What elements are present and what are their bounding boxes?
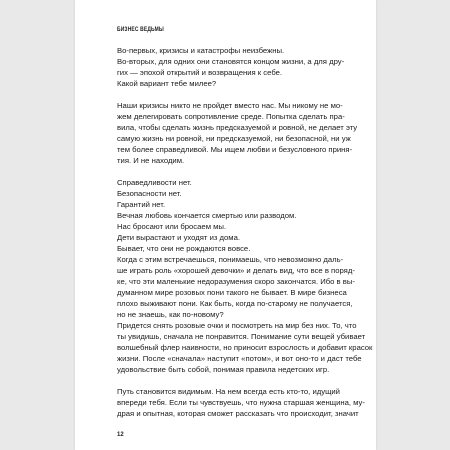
text-line: плохо выживают пони. Как быть, когда по-старому не получается, bbox=[117, 299, 353, 308]
text-line: но не знаешь, как по-новому? bbox=[117, 310, 224, 319]
text-line: ке, что эти маленькие недоразумения скоро закончатся. Ибо в вы- bbox=[117, 277, 355, 286]
text-line: Безопасности нет. bbox=[117, 189, 182, 198]
text-line: удовольствие быть собой, понимая правила недетских игр. bbox=[117, 365, 330, 374]
text-line: ты увидишь, сначала не понравится. Понимание сути вещей убивает bbox=[117, 332, 366, 341]
text-line: Бывает, что они не рождаются вовсе. bbox=[117, 244, 251, 253]
text-line: впереди тебя. Если ты чувствуешь, что нужна старшая женщина, му- bbox=[117, 398, 365, 407]
text-line: Во-вторых, для одних они становятся концом жизни, а для дру- bbox=[117, 57, 345, 66]
text-line: тем более справедливой. Мы ищем любви и безусловного приня- bbox=[117, 145, 353, 154]
text-line: Наши кризисы никто не пройдет вместо нас. Мы никому не мо- bbox=[117, 101, 343, 110]
text-line: Придется снять розовые очки и посмотреть на мир без них. То, что bbox=[117, 321, 357, 330]
page-number: 12 bbox=[117, 432, 124, 438]
text-line: Какой вариант тебе милее? bbox=[117, 79, 217, 88]
book-page bbox=[75, 0, 376, 450]
text-line: Вечная любовь кончается смертью или разводом. bbox=[117, 211, 297, 220]
text-line: гих — эпохой открытий и возвращения к себе. bbox=[117, 68, 283, 77]
text-line: Когда с этим встречаешься, понимаешь, что невозможно даль- bbox=[117, 255, 344, 264]
text-line: Во-первых, кризисы и катастрофы неизбежны. bbox=[117, 46, 285, 55]
running-head: БИЗНЕС ВЕДЬМЫ bbox=[117, 26, 164, 33]
text-line: Справедливости нет. bbox=[117, 178, 192, 187]
text-line: волшебный флер наивности, но приносит взрослость и добавит красок bbox=[117, 343, 373, 352]
text-line: ше играть роль «хорошей девочки» и делать вид, что все в поряд- bbox=[117, 266, 355, 275]
text-line: жизни. После «сначала» наступит «потом», и вот оно-то и даcт тебе bbox=[117, 354, 362, 363]
text-line: Дети вырастают и уходят из дома. bbox=[117, 233, 240, 242]
text-line: вила, чтобы сделать жизнь предсказуемой и ровной, не делает эту bbox=[117, 123, 358, 132]
text-line: Нас бросают или бросаем мы. bbox=[117, 222, 227, 231]
text-line: Гарантий нет. bbox=[117, 200, 166, 209]
text-line: тия. И не находим. bbox=[117, 156, 185, 165]
text-line: думанном мире розовых пони такого не бывает. В мире бизнеса bbox=[117, 288, 347, 297]
text-line: жем делегировать сопротивление среде. Попытка сделать пра- bbox=[117, 112, 345, 121]
text-line: самую жизнь ни ровной, ни предсказуемой, ни безопасной, ни уж bbox=[117, 134, 351, 143]
text-line: драя и опытная, которая сможет рассказать что происходит, значит bbox=[117, 409, 359, 418]
text-line: Путь становится видимым. На нем всегда есть кто-то, идущий bbox=[117, 387, 340, 396]
